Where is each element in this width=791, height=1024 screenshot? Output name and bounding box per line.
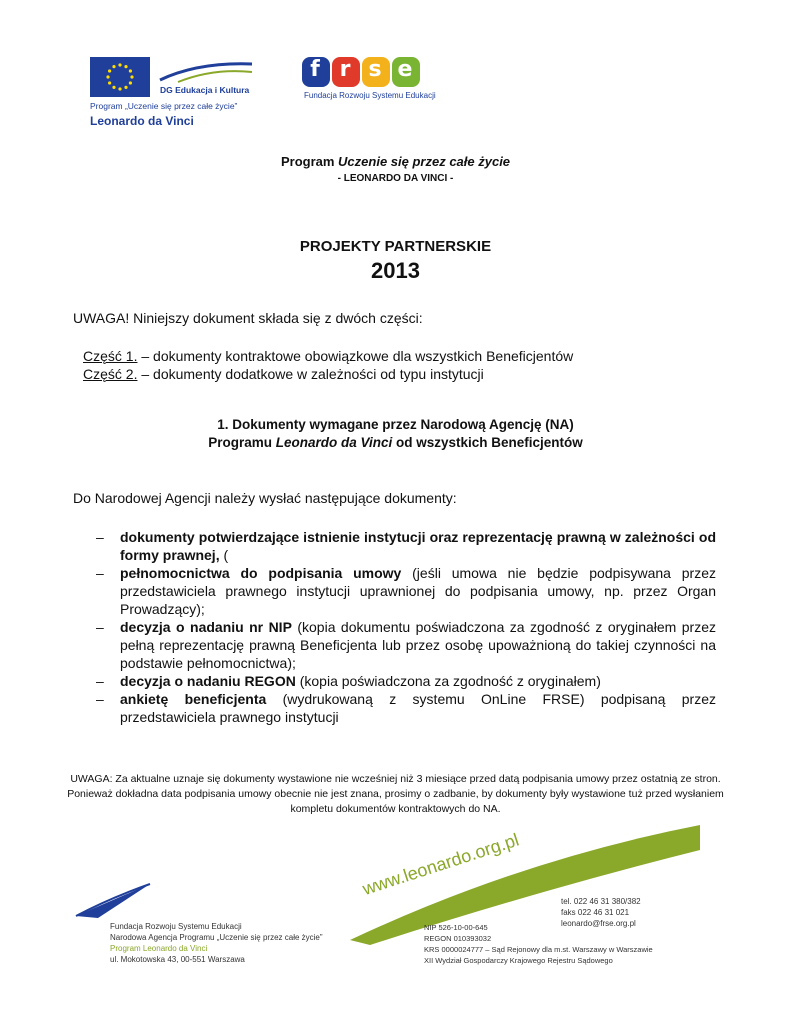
note-text: UWAGA: Za aktualne uznaje się dokumenty wystawione nie wcześniej niż 3 miesiące przed datą podpisania umowy przez ostatnią ze stron. Ponieważ dokładna data podpisania umowy obecnie nie jest znana, prosimy o zadbanie, by dokumenty były wystawione tuż przed wysłaniem kompletu dokumentów kontraktowych do NA. (67, 773, 724, 815)
documents-list (96, 528, 716, 726)
part1-link[interactable]: Część 1. (83, 348, 138, 364)
year-heading: 2013 (371, 258, 420, 283)
intro-warning: UWAGA! Niniejszy dokument składa się z dwóch części: (73, 310, 423, 326)
part2-link[interactable]: Część 2. (83, 366, 138, 382)
list-item: – ankietę beneficjenta (wydrukowaną z systemu OnLine FRSE) podpisaną przez przedstawiciela prawnego instytucji (96, 691, 717, 725)
eu-flag-logo (90, 57, 150, 97)
footer-registry-block: NIP 526-10-00-645 REGON 010393032 KRS 0000024777 – Sąd Rejonowy dla m.st. Warszawy w Warszawie XII Wydział Gospodarczy Krajowego Rejestru Sądowego (424, 923, 653, 965)
list-item: – dokumenty potwierdzające istnienie instytucji oraz reprezentację prawną w zależności od formy prawnej, ( (96, 529, 716, 563)
lead-text: Do Narodowej Agencji należy wysłać następujące dokumenty: (73, 490, 457, 506)
frse-caption: Fundacja Rozwoju Systemu Edukacji (304, 91, 436, 100)
section1-title: 1. Dokumenty wymagane przez Narodową Agencję (NA) Programu Leonardo da Vinci od wszystkich Beneficjentów (208, 417, 583, 450)
part1-line: Część 1. – dokumenty kontraktowe obowiązkowe dla wszystkich Beneficjentów (83, 348, 574, 364)
ldv-swoosh-icon (158, 58, 254, 84)
list-item: – decyzja o nadaniu REGON (kopia poświadczona za zgodność z oryginałem) (96, 673, 601, 689)
program-title: Program Uczenie się przez całe życie (280, 154, 511, 169)
footer-org-block: Fundacja Rozwoju Systemu Edukacji Narodowa Agencja Programu „Uczenie się przez całe życie” Program Leonardo da Vinci ul. Mokotowska 43, 00-551 Warszawa (110, 922, 323, 964)
footer-contact-block: tel. 022 46 31 380/382 faks 022 46 31 021 leonardo@frse.org.pl (561, 897, 641, 928)
footer-email[interactable]: leonardo@frse.org.pl (561, 919, 636, 928)
list-item: – decyzja o nadaniu nr NIP (kopia dokumentu poświadczona za zgodność z oryginałem przez pełną reprezentację prawną Beneficjenta lub przez osobę upoważnioną do takiej czynności na podstawie pełnomocnictwa); (96, 619, 717, 671)
projects-heading: PROJEKTY PARTNERSKIE (299, 238, 492, 255)
eu-dg-label: DG Edukacja i Kultura (160, 85, 250, 95)
list-item: – pełnomocnictwa do podpisania umowy (jeśli umowa nie będzie podpisywana przez przedstawiciela prawnego instytucji uprawnionej do podpisania umowy, np. przez Organ Prowadzący); (96, 565, 716, 617)
eu-program-label: Program „Uczenie się przez całe życie” (90, 101, 238, 111)
frse-logo: f r s e (300, 55, 430, 94)
footer-url[interactable]: www.leonardo.org.pl (360, 829, 522, 900)
eu-ldv-label: Leonardo da Vinci (90, 114, 194, 128)
ldv-subtitle: - LEONARDO DA VINCI - (337, 173, 454, 184)
part2-line: Część 2. – dokumenty dodatkowe w zależności od typu instytucji (83, 366, 484, 382)
